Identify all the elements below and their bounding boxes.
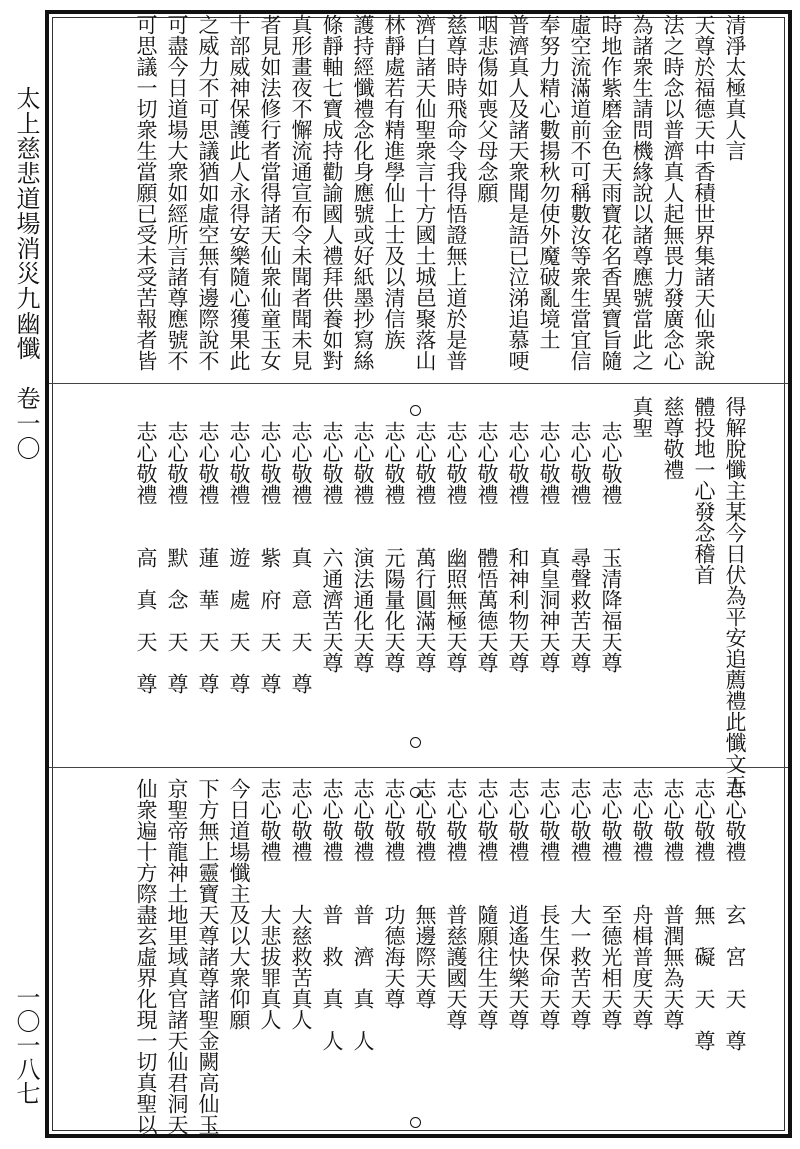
text-column: 志心敬禮 六通濟苦天尊 [320,421,344,673]
text-column: 之威力不可思議猶如虛空無有邊際說不 [196,14,220,371]
text-column: 志心敬禮 功德海天尊 [382,778,406,1009]
text-panel-1 [90,14,750,374]
text-column: 志心敬禮 高 真 天 尊 [134,421,158,694]
text-column: 志心敬禮 尋聲救苦天尊 [568,421,592,673]
text-column: 志心敬禮 玄 宮 天 尊 [723,778,747,1051]
text-column: 體投地一心發念稽首 [692,396,716,585]
text-column: 志心敬禮 普 救 真 人 [320,778,344,1051]
text-column: 志心敬禮 至德光相天尊 [599,778,623,1030]
text-column: 虛空流滿道前不可稱數汝等衆生當宜信 [568,14,592,371]
text-column: 志心敬禮 紫 府 天 尊 [258,421,282,694]
text-column: 志心敬禮 無 礙 天 尊 [692,778,716,1051]
text-column: 慈尊敬禮 [661,396,685,480]
text-panel-2 [90,396,750,795]
text-column: 仙衆遍十方際盡玄虛界化現一切真聖以 [134,778,158,1135]
text-column: 志心敬禮 默 念 天 尊 [165,421,189,694]
circle-marker [410,405,421,416]
text-column: 志心敬禮 逍遙快樂天尊 [506,778,530,1030]
side-title: 太上慈悲道場消災九幽懺 卷一〇 [12,86,40,461]
text-column: 可盡今日道場大衆如經所言諸尊應號不 [165,14,189,371]
text-column: 為諸衆生請問機緣說以諸尊應號當此之 [630,14,654,371]
text-column: 可思議一切衆生當願已受未受苦報者皆 [134,14,158,371]
text-column: 濟白諸天仙聖衆言十方國土城邑聚落山 [413,14,437,371]
text-column: 志心敬禮 普潤無為天尊 [661,778,685,1030]
text-column: 志心敬禮 舟楫普度天尊 [630,778,654,1030]
circle-marker [410,737,421,748]
panel-divider [49,383,788,384]
text-column: 志心敬禮 和神利物天尊 [506,421,530,673]
text-column: 慈尊時時飛命令我得悟證無上道於是普 [444,14,468,371]
text-column: 志心敬禮 普慈護國天尊 [444,778,468,1030]
text-column: 普濟真人及諸天衆聞是語已泣涕追慕哽 [506,14,530,371]
text-column: 志心敬禮 真 意 天 尊 [289,421,313,694]
text-column: 咽悲傷如喪父母念願 [475,14,499,203]
text-column: 真形畫夜不懈流通宣布令未聞者聞未見 [289,14,313,371]
text-column: 志心敬禮 蓮 華 天 尊 [196,421,220,694]
text-column: 奉努力精心數揚秋勿使外魔破亂境土 [537,14,561,350]
text-column: 真聖 [630,396,654,438]
text-column: 得解脫懺主某今日伏為平安追薦禮此懺文五 [723,396,747,795]
text-column: 京聖帝龍神土地里域真官諸天仙君洞天 [165,778,189,1135]
text-column: 志心敬禮 元陽量化天尊 [382,421,406,673]
text-column: 清淨太極真人言 [723,14,747,161]
text-column: 林靜處若有精進學仙上士及以清信族 [382,14,406,350]
page-number: 一〇一八七 [12,985,40,1105]
text-column: 志心敬禮 普 濟 真 人 [351,778,375,1051]
text-column: 志心敬禮 遊 處 天 尊 [227,421,251,694]
panel-divider [49,767,788,768]
text-column: 志心敬禮 萬行圓滿天尊 [413,421,437,673]
text-column: 下方無上靈寶天尊諸尊諸聖金闕高仙玉 [196,778,220,1135]
text-column: 志心敬禮 大悲拔罪真人 [258,778,282,1030]
text-column: 志心敬禮 玉清降福天尊 [599,421,623,673]
text-column: 今日道場懺主及以大衆仰願 [227,778,251,1030]
text-column: 法之時念以普濟真人起無畏力發廣念心 [661,14,685,371]
text-column: 者見如法修行者當得諸天仙衆仙童玉女 [258,14,282,371]
text-column: 志心敬禮 無邊際天尊 [413,778,437,1009]
text-column: 十部威神保護此人永得安樂隨心獲果此 [227,14,251,371]
text-column: 志心敬禮 真皇洞神天尊 [537,421,561,673]
text-column: 志心敬禮 幽照無極天尊 [444,421,468,673]
text-column: 天尊於福德天中香積世界集諸天仙衆說 [692,14,716,371]
text-column: 志心敬禮 演法通化天尊 [351,421,375,673]
text-column: 志心敬禮 體悟萬德天尊 [475,421,499,673]
text-column: 志心敬禮 大一救苦天尊 [568,778,592,1030]
text-column: 志心敬禮 大慈救苦真人 [289,778,313,1030]
circle-marker [410,1117,421,1128]
circle-marker [410,787,421,798]
text-column: 護持經懺禮念化身應號或好紙墨抄寫絲 [351,14,375,371]
text-column: 時地作紫磨金色天雨寶花名香異寶旨隨 [599,14,623,371]
text-panel-3 [90,778,750,1138]
text-column: 條靜軸七寶成持勸諭國人禮拜供養如對 [320,14,344,371]
text-column: 志心敬禮 長生保命天尊 [537,778,561,1030]
text-column: 志心敬禮 隨願往生天尊 [475,778,499,1030]
